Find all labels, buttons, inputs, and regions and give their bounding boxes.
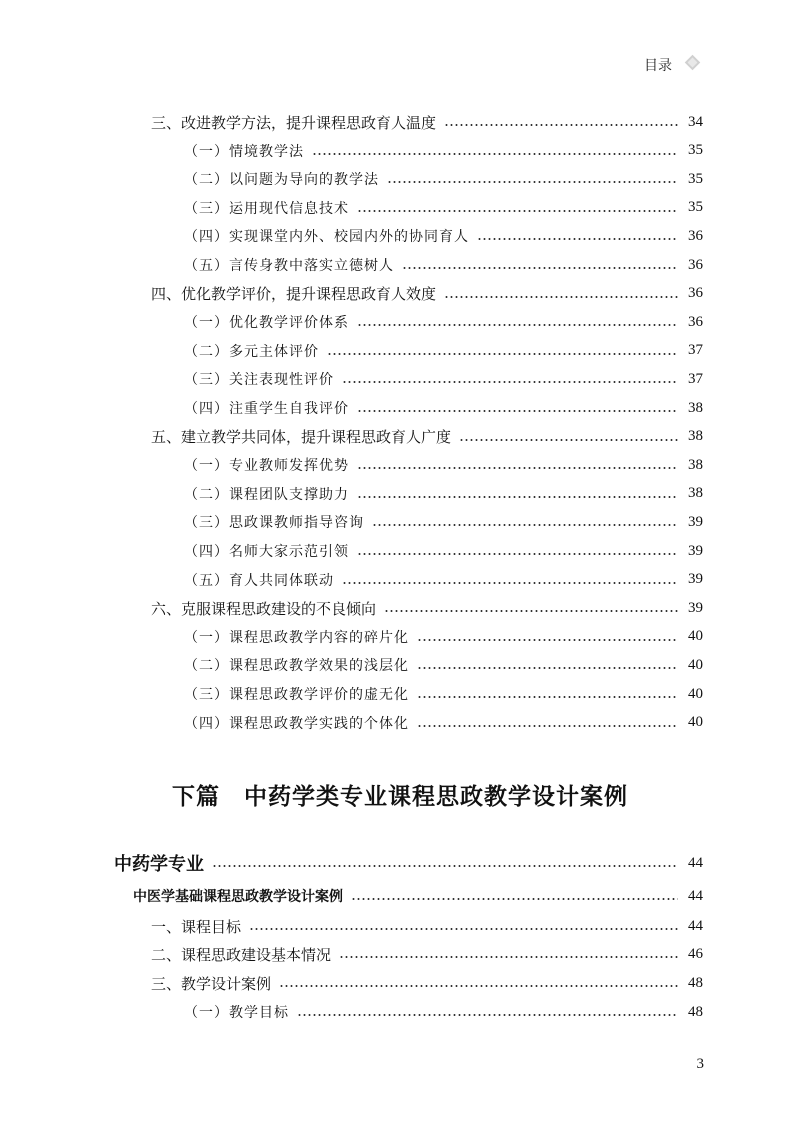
toc-entry-title: 五、建立教学共同体，提升课程思政育人广度 (151, 428, 452, 447)
dot-leader (327, 353, 678, 355)
toc-entry-title: （二）课程团队支撑助力 (184, 486, 349, 503)
dot-leader (357, 467, 678, 469)
toc-entry[interactable] (0, 109, 800, 135)
toc-entry-title: （四）注重学生自我评价 (184, 401, 349, 417)
toc-entry-title: （二）课程思政教学效果的浅层化 (184, 658, 409, 675)
toc-entry[interactable] (0, 883, 800, 909)
toc-entry[interactable] (0, 624, 800, 650)
dot-leader (384, 610, 678, 612)
toc-entry-page: 39 (688, 599, 703, 616)
dot-leader (312, 153, 678, 155)
toc-entry[interactable] (0, 652, 800, 678)
toc-entry-title: 六、克服课程思政建设的不良倾向 (151, 599, 377, 618)
toc-entry-page: 48 (688, 1003, 703, 1020)
dot-leader (459, 439, 678, 441)
dot-leader (357, 496, 678, 498)
toc-entry-page: 36 (688, 285, 703, 302)
toc-entry[interactable] (0, 595, 800, 621)
toc-entry[interactable] (0, 970, 800, 996)
dot-leader (402, 267, 678, 269)
toc-entry-page: 36 (688, 227, 703, 244)
toc-entry-page: 44 (688, 917, 703, 934)
toc-entry[interactable] (0, 538, 800, 564)
toc-entry-title: （五）言传身教中落实立德树人 (184, 258, 394, 274)
dot-leader (417, 696, 678, 698)
toc-entry-page: 44 (688, 854, 703, 871)
toc-entry-page: 35 (688, 142, 703, 159)
dot-leader (249, 928, 678, 930)
toc-entry[interactable] (0, 223, 800, 249)
toc-entry-page: 40 (688, 656, 703, 673)
toc-entry[interactable] (0, 850, 800, 876)
toc-entry[interactable] (0, 281, 800, 307)
toc-entry-page: 40 (688, 714, 703, 731)
toc-entry[interactable] (0, 252, 800, 278)
toc-entry-title: 中医学基础课程思政教学设计案例 (133, 889, 343, 905)
toc-entry-page: 35 (688, 199, 703, 216)
toc-entry-title: （一）专业教师发挥优势 (184, 458, 349, 475)
dot-leader (339, 956, 678, 958)
page-number: 3 (696, 1056, 704, 1072)
toc-entry[interactable] (0, 913, 800, 939)
toc-entry-page: 44 (688, 887, 703, 904)
toc-entry-title: （四）课程思政教学实践的个体化 (184, 715, 409, 732)
dot-leader (477, 238, 678, 240)
dot-leader (387, 181, 678, 183)
toc-entry-title: 四、优化教学评价，提升课程思政育人效度 (151, 285, 437, 304)
dot-leader (417, 667, 678, 669)
toc-entry-title: （三）课程思政教学评价的虚无化 (184, 687, 409, 703)
toc-entry[interactable] (0, 138, 800, 164)
dot-leader (342, 381, 678, 383)
toc-entry-page: 38 (688, 428, 703, 445)
toc-entry-page: 36 (688, 256, 703, 273)
toc-entry-page: 34 (688, 113, 703, 130)
dot-leader (372, 524, 678, 526)
part-title: 下篇 中药学类专业课程思政教学设计案例 (172, 784, 628, 810)
toc-entry-title: 三、教学设计案例 (151, 974, 272, 993)
toc-entry[interactable] (0, 395, 800, 421)
toc-entry-page: 38 (688, 399, 703, 416)
toc-entry-title: （一）优化教学评价体系 (184, 315, 349, 332)
toc-entry-title: （四）名师大家示范引领 (184, 544, 349, 560)
toc-entry-page: 37 (688, 342, 703, 359)
toc-entry[interactable] (0, 166, 800, 192)
dot-leader (357, 324, 678, 326)
toc-entry-title: 一、课程目标 (151, 917, 242, 936)
toc-entry-title: （四）实现课堂内外、校园内外的协同育人 (184, 229, 469, 246)
dot-leader (444, 296, 678, 298)
toc-entry[interactable] (0, 195, 800, 221)
toc-entry-page: 39 (688, 542, 703, 559)
toc-entry-title: （一）课程思政教学内容的碎片化 (184, 629, 409, 646)
toc-entry[interactable] (0, 681, 800, 707)
dot-leader (357, 553, 678, 555)
toc-entry-page: 37 (688, 370, 703, 387)
toc-entry-title: （三）关注表现性评价 (184, 372, 334, 389)
toc-entry-title: （一）教学目标 (184, 1005, 289, 1021)
toc-entry[interactable] (0, 366, 800, 392)
toc-entry[interactable] (0, 999, 800, 1025)
toc-entry-title: 三、改进教学方法，提升课程思政育人温度 (151, 113, 437, 132)
toc-entry[interactable] (0, 309, 800, 335)
dot-leader (444, 124, 678, 126)
dot-leader (297, 1014, 678, 1016)
toc-entry[interactable] (0, 338, 800, 364)
toc-entry-title: （三）运用现代信息技术 (184, 200, 349, 217)
toc-entry-page: 38 (688, 485, 703, 502)
toc-entry-page: 39 (688, 571, 703, 588)
toc-entry-page: 40 (688, 685, 703, 702)
dot-leader (417, 725, 678, 727)
dot-leader (279, 985, 678, 987)
dot-leader (342, 582, 678, 584)
toc-entry-title: （二）以问题为导向的教学法 (184, 172, 379, 189)
toc-entry[interactable] (0, 567, 800, 593)
dot-leader (351, 898, 678, 900)
toc-entry-page: 35 (688, 170, 703, 187)
toc-entry-title: 中药学专业 (114, 854, 204, 875)
toc-entry-page: 40 (688, 628, 703, 645)
toc-entry-title: 二、课程思政建设基本情况 (151, 945, 332, 964)
dot-leader (417, 639, 678, 641)
toc-entry-page: 39 (688, 513, 703, 530)
toc-entry-title: （一）情境教学法 (184, 143, 304, 160)
toc-entry[interactable] (0, 710, 800, 736)
toc-entry-page: 48 (688, 974, 703, 991)
toc-entry-title: （三）思政课教师指导咨询 (184, 515, 364, 532)
toc-entry-title: （二）多元主体评价 (184, 343, 319, 360)
toc-entry-page: 38 (688, 456, 703, 473)
header-label: 目录 (644, 58, 672, 74)
toc-entry[interactable] (0, 452, 800, 478)
dot-leader (212, 865, 678, 867)
toc-entry[interactable] (0, 941, 800, 967)
dot-leader (357, 210, 678, 212)
dot-leader (357, 410, 678, 412)
toc-entry-page: 46 (688, 945, 703, 962)
diamond-icon (685, 55, 701, 71)
toc-entry-title: （五）育人共同体联动 (184, 572, 334, 589)
toc-entry[interactable] (0, 424, 800, 450)
toc-entry-page: 36 (688, 313, 703, 330)
toc-entry[interactable] (0, 509, 800, 535)
toc-entry[interactable] (0, 481, 800, 507)
